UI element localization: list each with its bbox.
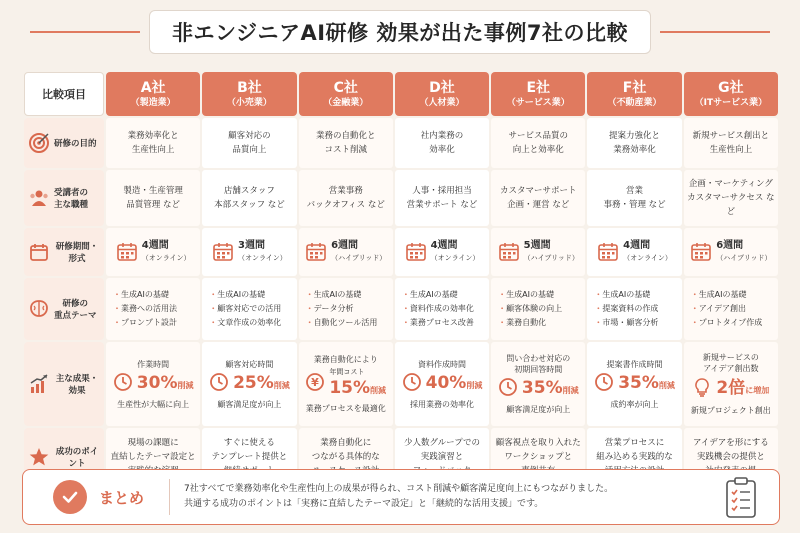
table-cell [587,228,681,276]
list-item: ・ 生成AIの基礎 [498,288,582,302]
theme-list [494,288,582,330]
result-label-2: アイデア創出数 [703,364,759,373]
cell-text: 製造・生産管理 [123,186,183,196]
summary-box [22,469,780,525]
header-label: 比較項目 [24,72,104,116]
cell-text: 現場の課題に [127,438,179,448]
clock-icon [113,372,133,397]
table-cell [491,342,585,426]
company-header [684,72,778,116]
result-effect: 顧客満足度が向上 [217,399,282,409]
table-cell [587,278,681,340]
company-industry: （製造業） [130,98,176,108]
clipboard-icon [721,475,761,519]
target-icon [28,132,50,154]
table-cell [491,170,585,226]
table-cell [395,278,489,340]
comparison-table [22,70,780,488]
result-unit: に増加 [745,386,770,395]
list-item: ・ 生成AIの基礎 [209,288,293,302]
title-bar [0,0,800,64]
table-cell [106,342,200,426]
cell-text: テンプレート提供と [211,452,288,462]
table-cell [395,170,489,226]
cell-text: ワークショップと [504,452,573,462]
list-item: ・ プロンプト設計 [113,316,197,330]
company-industry: （小売業） [226,98,272,108]
result-label: 作業時間 [137,359,170,369]
table-cell [106,118,200,168]
table-cell [202,118,296,168]
period-duration: 5週間 [523,240,551,251]
company-industry: （ITサービス業） [694,98,768,108]
table-cell [684,278,778,340]
company-industry: （人材業） [419,98,465,108]
cell-text: 生産性向上 [131,145,175,155]
result-unit: 削減 [177,380,194,390]
page-title [149,10,651,54]
period-format: （ハイブリッド） [523,254,579,262]
company-name: A社 [140,80,166,96]
list-item: ・ 文章作成の効率化 [209,316,293,330]
cell-text: 組み込める実践的な [596,452,673,462]
row-label-themes [24,278,104,340]
growth-chart-icon [28,373,50,395]
calendar-icon [597,242,619,262]
people-icon [28,187,50,209]
cell-text: 効率化 [429,145,455,155]
cell-text: 顧客対応の [228,131,271,141]
row-label-text: 研修期間・形式 [55,242,99,264]
result-value: 30% [136,372,178,393]
cell-text: 業務自動化に [320,438,372,448]
table-cell [299,118,393,168]
row-themes [24,278,778,340]
calendar-icon [212,242,234,262]
table-cell [684,342,778,426]
row-label-text-2: 重点テーマ [54,311,97,321]
period-duration: 4週間 [141,240,169,251]
cell-text: 新規サービス創出と [692,131,770,141]
table-cell [395,118,489,168]
clock-icon [594,372,614,397]
title-decor-line-left [30,31,140,33]
cell-text: 事務・管理 など [603,200,666,210]
result-label-2: 初期回答時間 [514,365,563,374]
calendar-icon [498,242,520,262]
yen-icon [305,372,325,397]
page-title-sub: 効果が出た事例7社の比較 [376,21,628,45]
company-industry: （不動産業） [607,98,662,108]
cell-text: 実践演習と [420,452,464,462]
row-label-period [24,228,104,276]
cell-text: 実践機会の提供と [696,452,765,462]
result-value: 15% [329,378,371,398]
list-item: ・ アイデア創出 [691,302,775,316]
period-format: （ハイブリッド） [331,254,387,262]
row-label-purpose [24,118,104,168]
theme-list [687,288,775,330]
period-format: （オンライン） [238,254,287,262]
result-label: 顧客対応時間 [225,359,274,369]
summary-line-1: 7社すべてで業務効率化や生産性向上の成果が得られ、コスト削減や顧客満足度向上にもつながりました。 [184,484,614,494]
cell-text: 顧客視点を取り入れた [495,438,581,448]
cell-text: 直結したテーマ設定と [110,452,196,462]
table-cell [395,342,489,426]
list-item: ・ 業務自動化 [498,316,582,330]
cell-text: 業務効率化と [127,131,179,141]
list-item: ・ 生成AIの基礎 [306,288,390,302]
cell-text: 生産性向上 [709,145,753,155]
table-cell [491,228,585,276]
table-cell [587,170,681,226]
theme-list [302,288,390,330]
row-roles [24,170,778,226]
list-item: ・ 業務プロセス改善 [402,316,486,330]
result-label: 業務自動化により [313,355,378,364]
table-cell [202,342,296,426]
cell-text: 向上と効率化 [512,145,564,155]
calendar-icon [405,242,427,262]
summary-title: まとめ [99,488,145,507]
cell-text: 業務効率化 [613,145,656,155]
cell-text: アイデアを形にする [692,438,769,448]
list-item: ・ プロトタイプ作成 [691,316,775,330]
theme-list [205,288,293,330]
result-effect: 新規プロジェクト創出 [690,406,771,415]
list-item: ・ 生成AIの基礎 [113,288,197,302]
table-cell [299,278,393,340]
row-label-text-1: 受講者の [54,188,89,198]
cell-text: カスタマーサクセス など [687,193,775,217]
list-item: ・ 生成AIの基礎 [691,288,775,302]
period-format: （ハイブリッド） [716,254,772,262]
list-item: ・ 顧客対応での活用 [209,302,293,316]
summary-divider [169,479,170,515]
row-label-text: 成功のポイント [55,447,99,469]
result-label: 提案書作成時間 [606,359,663,369]
table-cell [684,118,778,168]
row-label-text: 研修の目的 [54,139,97,149]
table-cell [299,342,393,426]
result-value: 2倍 [716,378,746,398]
result-value: 35% [618,372,659,393]
table-cell [202,228,296,276]
result-effect: 生産性が大幅に向上 [117,399,190,409]
company-name: E社 [526,80,551,96]
list-item: ・ 顧客体験の向上 [498,302,582,316]
result-effect: 成約率が向上 [610,399,659,409]
company-header [587,72,681,116]
table-cell [395,228,489,276]
result-label: 新規サービスの [702,353,759,362]
table-cell [299,228,393,276]
period-format: （オンライン） [141,254,191,262]
result-label: 問い合わせ対応の [506,354,571,363]
theme-list [590,288,678,330]
period-duration: 4週間 [430,240,458,251]
cell-text: 品質向上 [232,145,267,155]
company-name: C社 [333,80,358,96]
cell-text: 社内業務の [420,131,464,141]
cell-text: すぐに使える [223,438,275,448]
result-value: 25% [233,372,274,393]
result-value: 35% [521,378,563,398]
period-duration: 4週間 [623,240,651,251]
company-name: D社 [429,80,455,96]
result-note: 年間コスト [329,368,365,376]
list-item: ・ 業務への活用法 [113,302,197,316]
table-cell [202,278,296,340]
svg-text:¥: ¥ [311,375,320,389]
company-header [106,72,200,116]
row-results [24,342,778,426]
cell-text: サービス品質の [508,131,569,141]
period-duration: 6週間 [716,240,744,251]
cell-text: 営業事務 [328,186,363,196]
row-label-text-1: 研修の [62,299,89,309]
company-name: G社 [718,80,744,96]
company-header [491,72,585,116]
cell-text: 企画・マーケティング [688,179,773,189]
cell-text: 店舗スタッフ [223,186,275,196]
company-industry: （サービス業） [506,98,570,108]
cell-text: コスト削減 [324,145,367,155]
result-unit: 削減 [273,380,290,390]
cell-text: つながる具体的な [311,452,380,462]
cell-text: 少人数グループでの [403,438,481,448]
clock-icon [402,372,422,397]
table-cell [106,170,200,226]
table-cell [587,118,681,168]
result-unit: 削減 [370,386,387,395]
result-effect: 採用業務の効率化 [409,399,474,409]
row-label-text-2: 主な職種 [54,200,89,210]
result-label: 資料作成時間 [417,359,466,369]
cell-text: 人事・採用担当 [412,186,472,196]
period-format: （オンライン） [430,254,480,262]
result-unit: 削減 [658,380,675,390]
list-item: ・ 資料作成の効率化 [402,302,486,316]
company-header [202,72,296,116]
period-format: （オンライン） [623,254,672,262]
clock-icon [209,372,229,397]
star-icon [28,446,50,468]
table-cell [202,170,296,226]
cell-text: バックオフィス など [306,200,385,210]
table-cell [587,342,681,426]
result-effect: 顧客満足度が向上 [506,405,571,414]
list-item: ・ 提案資料の作成 [594,302,678,316]
cell-text: 本部スタッフ など [214,200,285,210]
company-header [299,72,393,116]
calendar-icon [116,242,138,262]
theme-list [398,288,486,330]
cell-text: 営業サポート など [406,200,478,210]
brain-icon [28,298,50,320]
table-cell [299,170,393,226]
table-cell [491,278,585,340]
calendar-icon [690,242,712,262]
result-effect: 業務プロセスを最適化 [305,404,386,413]
row-label-text: 主な成果・効果 [55,374,99,396]
table-cell [106,228,200,276]
table-header-row [24,72,778,116]
table-cell [491,118,585,168]
row-label-results [24,342,104,426]
result-unit: 削減 [562,386,579,395]
table-cell [684,228,778,276]
list-item: ・ 自動化ツール活用 [306,316,390,330]
cell-text: 品質管理 など [126,200,180,210]
check-icon [53,480,87,514]
result-unit: 削減 [466,380,483,390]
lightbulb-icon [692,376,712,403]
company-name: F社 [622,80,647,96]
cell-text: 営業プロセスに [604,438,665,448]
cell-text: 業務の自動化と [315,131,376,141]
cell-text: 営業 [626,186,644,196]
row-purpose [24,118,778,168]
table-cell [106,278,200,340]
period-duration: 3週間 [238,240,265,251]
list-item: ・ 生成AIの基礎 [402,288,486,302]
title-decor-line-right [660,31,770,33]
clock-icon [498,377,518,402]
list-item: ・ データ分析 [306,302,390,316]
theme-list [109,288,197,330]
cell-text: 提案力強化と [609,131,661,141]
result-value: 40% [425,372,467,393]
row-period [24,228,778,276]
calendar-icon [305,242,327,262]
cell-text: 企画・運営 など [507,200,570,210]
summary-line-2: 共通する成功のポイントは「実務に直結したテーマ設定」と「継続的な活用支援」です。 [184,499,544,509]
page-title-main: 非エンジニアAI研修 [172,21,369,45]
list-item: ・ 市場・顧客分析 [594,316,678,330]
list-item: ・ 生成AIの基礎 [594,288,678,302]
period-duration: 6週間 [331,240,359,251]
table-cell [684,170,778,226]
summary-text [184,482,721,512]
company-header [395,72,489,116]
cell-text: カスタマーサポート [500,186,577,196]
company-name: B社 [237,80,262,96]
row-label-roles [24,170,104,226]
calendar-icon [28,241,50,263]
company-industry: （金融業） [323,98,369,108]
